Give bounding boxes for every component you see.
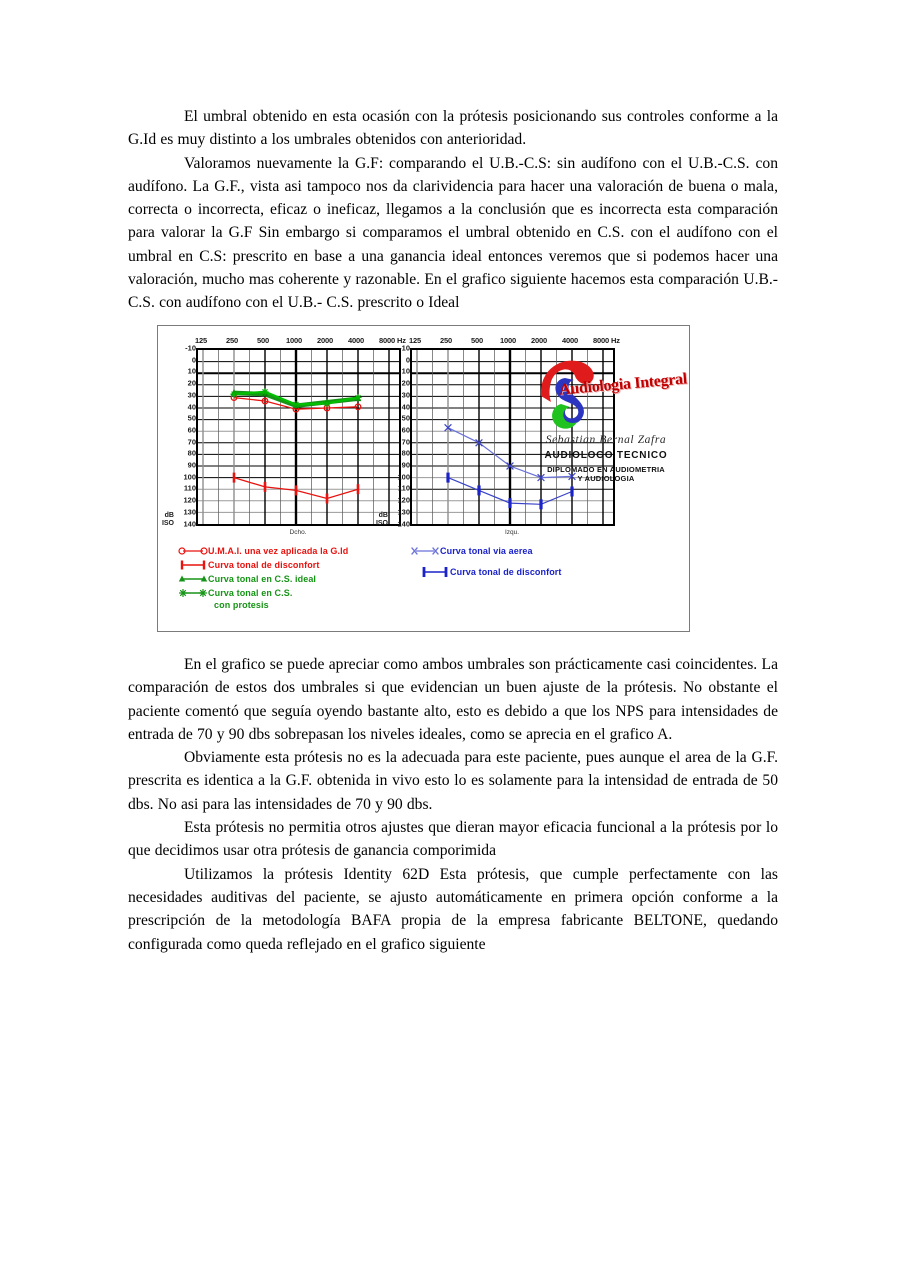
y-tick--10: -10 (399, 343, 410, 353)
x-tick-500: 500 (471, 336, 483, 345)
legend-label-cs-protesis-line2: con protesis (214, 600, 269, 611)
y-tick-130: 130 (183, 507, 196, 517)
legend-item-umai (178, 544, 408, 558)
y-tick-10: 10 (187, 366, 196, 376)
legend-label-disconfort-right: Curva tonal de disconfort (208, 560, 320, 570)
audiologist-subtitle (526, 465, 686, 483)
x-tick-250: 250 (440, 336, 452, 345)
x-tick-2000: 2000 (531, 336, 547, 345)
clinic-logo-block (526, 354, 686, 483)
y-tick-120: 120 (183, 495, 196, 505)
y-tick-20: 20 (401, 378, 410, 388)
cross-line-icon (410, 545, 440, 557)
y-tick-10: 10 (401, 366, 410, 376)
y-tick-100: 100 (183, 472, 196, 482)
db-label: dB (378, 512, 388, 519)
y-tick-130: 130 (397, 507, 410, 517)
legend-item-via-aerea (410, 544, 660, 558)
x-tick-500: 500 (257, 336, 269, 345)
x-tick-8000: 8000 (593, 336, 609, 345)
y-tick-90: 90 (401, 460, 410, 470)
y-tick-120: 120 (397, 495, 410, 505)
horizontal-gridlines (198, 362, 399, 513)
asterisk-line-icon (178, 587, 208, 599)
paragraph: Valoramos nuevamente la G.F: comparando el U.B.-C.S: sin audífono con el U.B.-C.S. con audífono. La G.F., vista asi tampoco nos da clarividencia para hacer una valoración de buena o mala, correcta o incorrecta, eficaz o ineficaz, llegamos a la conclusión que es incorrecta esta comparación para valorar la G.F Sin embargo si comparamos el umbral obtenido en C.S. con el audífono con el umbral en C.S: prescrito en base a una ganancia ideal entonces veremos que si podemos hacer una valoración, mucho mas coherente y razonable. En el grafico siguiente hacemos esta comparación U.B.- C.S. con audífono con el U.B.- C.S. prescrito o Ideal (128, 154, 778, 312)
x-tick-4000: 4000 (562, 336, 578, 345)
audiologist-title: AUDIOLOGO TECNICO (544, 450, 668, 461)
y-tick-50: 50 (187, 413, 196, 423)
x-tick-125: 125 (195, 336, 207, 345)
y-tick-60: 60 (187, 425, 196, 435)
y-axis-unit-label-right (152, 512, 174, 527)
x-tick-4000: 4000 (348, 336, 364, 345)
bar-line-icon (420, 566, 450, 578)
text-block-above-figure (128, 105, 778, 315)
paragraph: El umbral obtenido en esta ocasión con la prótesis posicionando sus controles conforme a la G.Id es muy distinto a los umbrales obtenidos con anterioridad. (128, 108, 778, 149)
x-tick-1000: 1000 (286, 336, 302, 345)
x-axis-unit-label: Hz (611, 336, 620, 345)
y-tick-30: 30 (401, 390, 410, 400)
x-tick-1000: 1000 (500, 336, 516, 345)
audiogram-figure (157, 325, 690, 632)
y-axis-unit-label-left (366, 512, 388, 527)
y-tick--10: -10 (185, 343, 196, 353)
bar-line-icon (178, 559, 208, 571)
paragraph: Esta prótesis no permitia otros ajustes que dieran mayor eficacia funcional a la prótesis por lo que decidimos usar otra prótesis de ganancia comporimida (128, 819, 778, 860)
legend-label-via-aerea: Curva tonal via aerea (440, 546, 533, 556)
y-tick-140: 140 (397, 519, 410, 528)
paragraph: Utilizamos la prótesis Identity 62D Esta prótesis, que cumple perfectamente con las necesidades auditivas del paciente, se ajusto automáticamente en primera opción conforme a la prescripción de la metodología BAFA propia de la empresa fabricante BELTONE, quedando configurada como queda reflejado en el grafico siguiente (128, 865, 778, 953)
x-tick-2000: 2000 (317, 336, 333, 345)
y-tick-80: 80 (401, 448, 410, 458)
y-tick-40: 40 (401, 402, 410, 411)
y-tick-70: 70 (401, 437, 410, 447)
legend-label-disconfort-left: Curva tonal de disconfort (450, 567, 562, 577)
circle-line-icon (178, 545, 208, 557)
y-tick-100: 100 (397, 472, 410, 482)
db-label: dB (164, 512, 174, 519)
logo-wordmark: Audiologia Integral (558, 370, 688, 399)
y-tick-90: 90 (187, 460, 196, 470)
y-tick-110: 110 (183, 483, 196, 493)
audiogram-panels (158, 326, 691, 633)
legend-left-ear (410, 544, 660, 579)
ear-label-left: Izqu. (504, 529, 520, 536)
iso-label: ISO (161, 519, 174, 527)
y-tick-0: 0 (191, 355, 196, 365)
x-tick-250: 250 (226, 336, 238, 345)
vertical-gridlines (203, 350, 389, 524)
x-axis-tick-labels-right (195, 336, 406, 348)
y-tick-60: 60 (401, 425, 410, 435)
legend-item-cs-protesis (178, 586, 408, 610)
y-tick-80: 80 (187, 448, 196, 458)
x-tick-125: 125 (409, 336, 421, 345)
audiologist-subtitle-line1: DIPLOMADO EN AUDIOMETRIA (547, 465, 665, 474)
legend-item-disconfort-right (178, 558, 408, 572)
legend-item-disconfort-left (420, 565, 660, 579)
y-tick-70: 70 (187, 437, 196, 447)
y-tick-0: 0 (405, 355, 410, 365)
x-axis-tick-labels-left (409, 336, 620, 348)
legend-item-cs-ideal (178, 572, 408, 586)
x-axis-unit-label: Hz (397, 336, 406, 345)
audiologist-name: Sebastian Bernal Zafra (545, 434, 667, 446)
iso-label: ISO (375, 519, 388, 527)
y-tick-50: 50 (401, 413, 410, 423)
audiologist-subtitle-line2: Y AUDIOLOGIA (577, 474, 635, 483)
legend-label-umai: U.M.A.I. una vez aplicada la G.Id (208, 546, 349, 556)
y-tick-110: 110 (397, 483, 410, 493)
y-tick-140: 140 (183, 519, 196, 528)
legend-right-ear (178, 544, 408, 610)
y-axis-tick-labels-right (174, 343, 196, 528)
legend-label-cs-protesis: Curva tonal en C.S. (208, 588, 293, 598)
text-block-below-figure (128, 653, 778, 956)
y-tick-20: 20 (187, 378, 196, 388)
ear-label-right: Dcho. (289, 529, 307, 536)
plot-area-right-ear (196, 348, 401, 526)
x-tick-8000: 8000 (379, 336, 395, 345)
paragraph: En el grafico se puede apreciar como ambos umbrales son prácticamente casi coincidentes. La comparación de estos dos umbrales si que evidencian un buen ajuste de la prótesis. No obstante el paciente comentó que seguía oyendo bastante alto, esto es debido a que los NPS para intensidades de entrada de 70 y 90 dbs sobrepasan los niveles ideales, como se aprecia en el grafico A. (128, 656, 778, 743)
plot-svg-right-ear (198, 350, 399, 524)
paragraph: Obviamente esta prótesis no es la adecuada para este paciente, pues aunque el area de la G.F. prescrita es identica a la G.F. obtenida in vivo esto lo es solamente para la intensidad de entrada de 50 dbs. No asi para las intensidades de 70 y 90 dbs. (128, 749, 778, 813)
y-axis-tick-labels-left (388, 343, 410, 528)
y-tick-40: 40 (187, 402, 196, 411)
y-tick-30: 30 (187, 390, 196, 400)
legend-label-cs-ideal: Curva tonal en C.S. ideal (208, 574, 317, 584)
triangle-line-icon (178, 573, 208, 585)
audiologia-integral-logo-mark (531, 354, 688, 432)
